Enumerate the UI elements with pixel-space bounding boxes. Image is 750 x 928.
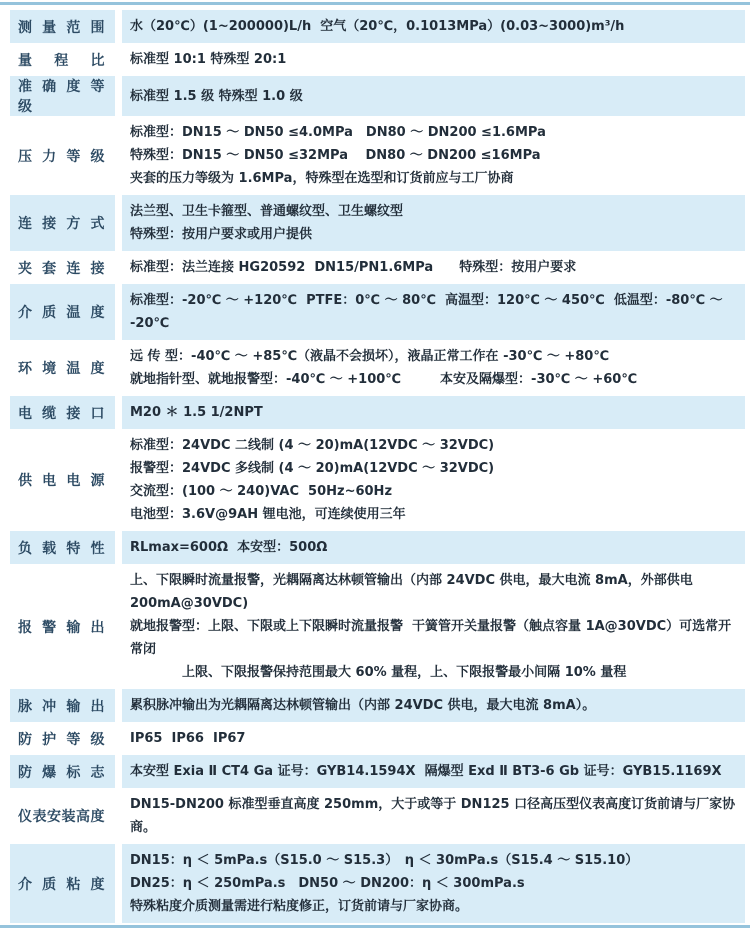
row-label-cell bbox=[10, 340, 115, 396]
table-row bbox=[10, 116, 745, 195]
row-label: 介 质 粘 度 bbox=[18, 876, 105, 893]
spec-line: 就地指针型、就地报警型：-40℃ ～ +100℃ 本安及隔爆型：-30℃ ～ +60℃ bbox=[130, 372, 638, 387]
row-label: 负 载 特 性 bbox=[18, 540, 105, 557]
row-label-cell bbox=[10, 76, 115, 116]
spec-line: DN15：η ＜ 5mPa.s（S15.0 ～ S15.3） η ＜ 30mPa.s（S15.4 ～ S15.10） bbox=[130, 853, 639, 868]
row-label: 介 质 温 度 bbox=[18, 305, 105, 321]
row-label: 防 爆 标 志 bbox=[18, 764, 105, 781]
spec-line: 累积脉冲输出为光耦隔离达林顿管输出（内部 24VDC 供电，最大电流 8mA）。 bbox=[130, 698, 596, 713]
table-row bbox=[10, 396, 745, 429]
row-label-cell bbox=[10, 43, 115, 76]
row-content-cell bbox=[122, 116, 745, 195]
spec-line: 上、下限瞬时流量报警，光耦隔离达林顿管输出（内部 24VDC 供电，最大电流 8mA，外部供电 200mA@30VDC) bbox=[130, 573, 698, 611]
row-label-cell bbox=[10, 429, 115, 531]
spec-line: 水（20℃）(1~200000)L/h 空气（20℃，0.1013MPa）(0.03~3000)m³/h bbox=[130, 19, 625, 34]
row-label: 防 护 等 级 bbox=[18, 731, 105, 748]
spec-line: 标准型：24VDC 二线制 (4 ～ 20)mA(12VDC ～ 32VDC) bbox=[130, 438, 495, 453]
table-row bbox=[10, 10, 745, 43]
spec-line: 特殊粘度介质测量需进行粘度修正，订货前请与厂家协商。 bbox=[130, 899, 469, 914]
spec-line: 标准型：法兰连接 HG20592 DN15/PN1.6MPa 特殊型：按用户要求 bbox=[130, 260, 577, 275]
table-row bbox=[10, 531, 745, 564]
row-label-cell bbox=[10, 689, 115, 722]
spec-line: M20 ＊ 1.5 1/2NPT bbox=[130, 405, 263, 420]
row-content-cell bbox=[122, 844, 745, 923]
row-content-cell bbox=[122, 76, 745, 116]
row-content-cell bbox=[122, 722, 745, 755]
spec-line: 标准型：-20℃ ～ +120℃ PTFE：0℃ ～ 80℃ 高温型：120℃ ～ 450℃ 低温型：-80℃ ～ -20℃ bbox=[130, 293, 728, 331]
spec-line: 夹套的压力等级为 1.6MPa，特殊型在选型和订货前应与工厂协商 bbox=[130, 171, 514, 186]
row-content-cell bbox=[122, 195, 745, 251]
row-content-cell bbox=[122, 429, 745, 531]
row-label: 量 程 比 bbox=[18, 52, 105, 69]
row-content-cell bbox=[122, 340, 745, 396]
spec-line: 上限、下限报警保持范围最大 60% 量程，上、下限报警最小间隔 10% 量程 bbox=[130, 665, 627, 680]
row-content-cell bbox=[122, 10, 745, 43]
table-row bbox=[10, 755, 745, 788]
spec-line: 本安型 Exia Ⅱ CT4 Ga 证号：GYB14.1594X 隔爆型 Exd Ⅱ BT3-6 Gb 证号：GYB15.1169X bbox=[130, 764, 722, 779]
row-label: 电 缆 接 口 bbox=[18, 405, 105, 422]
row-content-cell bbox=[122, 396, 745, 429]
row-content-cell bbox=[122, 755, 745, 788]
spec-line: 特殊型：DN15 ～ DN50 ≤32MPa DN80 ～ DN200 ≤16MPa bbox=[130, 148, 541, 163]
spec-line: DN25：η ＜ 250mPa.s DN50 ～ DN200：η ＜ 300mPa.s bbox=[130, 876, 525, 891]
table-row bbox=[10, 564, 745, 689]
spec-sheet bbox=[0, 2, 750, 928]
row-label-cell bbox=[10, 251, 115, 284]
spec-line: 交流型：(100 ～ 240)VAC 50Hz~60Hz bbox=[130, 484, 393, 499]
spec-line: 标准型 1.5 级 特殊型 1.0 级 bbox=[130, 88, 303, 104]
row-content-cell bbox=[122, 531, 745, 564]
row-label-cell bbox=[10, 722, 115, 755]
spec-line: IP65 IP66 IP67 bbox=[130, 731, 246, 746]
spec-line: DN15-DN200 标准型垂直高度 250mm，大于或等于 DN125 口径高压型仪表高度订货前请与厂家协商。 bbox=[130, 797, 736, 835]
row-label-cell bbox=[10, 195, 115, 251]
row-content-cell bbox=[122, 43, 745, 76]
row-label-cell bbox=[10, 116, 115, 195]
spec-line: 标准型：DN15 ～ DN50 ≤4.0MPa DN80 ～ DN200 ≤1.6MPa bbox=[130, 125, 546, 140]
table-row bbox=[10, 689, 745, 722]
row-label: 压 力 等 级 bbox=[18, 148, 105, 165]
row-label: 脉 冲 输 出 bbox=[18, 698, 105, 715]
row-label-cell bbox=[10, 564, 115, 689]
row-content-cell bbox=[122, 284, 745, 340]
table-row bbox=[10, 76, 745, 116]
table-row bbox=[10, 340, 745, 396]
row-label: 供 电 电 源 bbox=[18, 473, 105, 489]
row-label-cell bbox=[10, 10, 115, 43]
spec-table bbox=[0, 10, 750, 923]
spec-line: 电池型：3.6V@9AH 锂电池，可连续使用三年 bbox=[130, 507, 406, 522]
spec-line: 特殊型：按用户要求或用户提供 bbox=[130, 227, 313, 242]
row-label: 夹 套 连 接 bbox=[18, 260, 105, 277]
row-label: 环 境 温 度 bbox=[18, 361, 105, 377]
table-row bbox=[10, 844, 745, 923]
table-row bbox=[10, 43, 745, 76]
spec-line: 远 传 型：-40℃ ～ +85℃（液晶不会损坏），液晶正常工作在 -30℃ ～ +80℃ bbox=[130, 349, 610, 364]
row-label-cell bbox=[10, 844, 115, 923]
spec-line: 报警型：24VDC 多线制 (4 ～ 20)mA(12VDC ～ 32VDC) bbox=[130, 461, 495, 476]
row-content-cell bbox=[122, 564, 745, 689]
row-label-cell bbox=[10, 284, 115, 340]
table-row bbox=[10, 251, 745, 284]
top-divider bbox=[0, 2, 750, 5]
row-label: 测 量 范 围 bbox=[18, 19, 105, 36]
row-label: 报 警 输 出 bbox=[18, 619, 105, 636]
spec-line: 就地报警型：上限、下限或上下限瞬时流量报警 干簧管开关量报警（触点容量 1A@30VDC）可选常开常闭 bbox=[130, 619, 732, 657]
row-label-cell bbox=[10, 755, 115, 788]
row-label-cell bbox=[10, 531, 115, 564]
table-row bbox=[10, 284, 745, 340]
table-row bbox=[10, 722, 745, 755]
spec-line: 标准型 10:1 特殊型 20:1 bbox=[130, 52, 287, 67]
row-content-cell bbox=[122, 689, 745, 722]
row-label-cell bbox=[10, 396, 115, 429]
spec-line: 法兰型、卫生卡箍型、普通螺纹型、卫生螺纹型 bbox=[130, 204, 404, 219]
row-label: 准 确 度 等 级 bbox=[18, 79, 105, 115]
row-label: 仪表安装高度 bbox=[18, 809, 105, 825]
row-label: 连 接 方 式 bbox=[18, 216, 105, 232]
table-row bbox=[10, 429, 745, 531]
spec-line: RLmax=600Ω 本安型：500Ω bbox=[130, 540, 328, 555]
table-row bbox=[10, 195, 745, 251]
row-content-cell bbox=[122, 251, 745, 284]
